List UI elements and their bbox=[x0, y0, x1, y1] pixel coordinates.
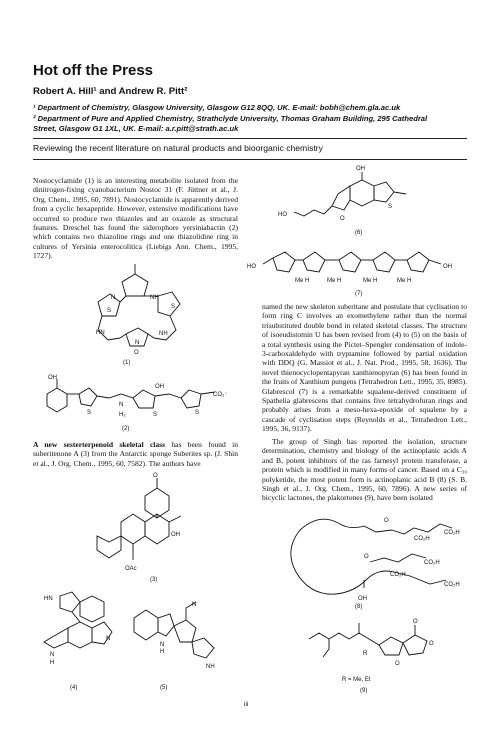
left-paragraph-2 bbox=[33, 440, 238, 468]
svg-text:CO₂H: CO₂H bbox=[444, 530, 460, 536]
svg-text:S: S bbox=[107, 308, 112, 314]
caption-7: (7) bbox=[355, 291, 363, 297]
svg-text:O: O bbox=[340, 216, 345, 222]
caption-5: (5) bbox=[160, 685, 168, 691]
caption-1: (1) bbox=[123, 360, 131, 366]
svg-text:OH: OH bbox=[358, 596, 367, 602]
svg-text:OH: OH bbox=[171, 532, 180, 538]
affiliation-2-line1: ² Department of Pure and Applied Chemistry, Strathclyde University, Thomas Graham Building, 295 Cathedral bbox=[33, 114, 428, 123]
svg-text:S: S bbox=[87, 410, 92, 416]
svg-text:CO₂⁻: CO₂⁻ bbox=[213, 392, 228, 398]
svg-text:N: N bbox=[106, 636, 111, 642]
article-title: Hot off the Press bbox=[33, 62, 154, 79]
svg-text:OH: OH bbox=[443, 264, 452, 270]
structure-7 bbox=[247, 248, 465, 288]
left-paragraph-1: Nostocyclamide (1) is an interesting metabolite isolated from the dinitrogen-fixing cyanobacterium Nostoc 31 (F. Jüttner et al., J. Org. Chem., 1995, 60, 7891). Nostocyclamide is apparently derived from a cyclic hexapeptide. However, extensive modifications have occurred to produce two thiazoles and an oxazole as structural features. Dreschel has found the siderophore yersiniabactin (2) which contains two thiazoline rings and one thiazolidine ring in cultures of Yersinia enterocolitica (Liebigs Ann. Chem., 1995, 1727). bbox=[33, 176, 238, 261]
svg-text:Me H: Me H bbox=[295, 278, 310, 284]
svg-text:N: N bbox=[111, 295, 116, 301]
svg-text:HO: HO bbox=[247, 264, 256, 270]
svg-text:S: S bbox=[388, 204, 393, 210]
structure-9 bbox=[305, 615, 445, 675]
left-paragraph-2-body: has been found in suberitenone A (3) from the Antarctic sponge Suberites sp. (J. Shin et al., J. Org. Chem., 1995, 60, 7582). The authors have bbox=[33, 440, 238, 468]
structure-4 bbox=[40, 592, 115, 677]
svg-text:N: N bbox=[119, 402, 124, 408]
svg-text:S: S bbox=[171, 304, 176, 310]
svg-text:CO₂H: CO₂H bbox=[444, 582, 460, 588]
top-rule bbox=[33, 138, 467, 139]
structure-3 bbox=[95, 474, 215, 574]
left-paragraph-2-bold: A new sesterterpenoid skeletal class bbox=[33, 440, 166, 449]
summary-line: Reviewing the recent literature on natural products and bioorganic chemistry bbox=[33, 143, 323, 153]
caption-9: (9) bbox=[360, 688, 368, 694]
svg-text:CO₂H: CO₂H bbox=[390, 572, 406, 578]
right-paragraph-2: The group of Singh has reported the isolation, structure determination, chemistry and biology of the actinoplanic acids A and B, potent inhibitors of the ras farnesyl protein transferase, a protein which is modified in many forms of cancer. Based on a C₃₀ polyketide, the most potent form is actinoplanic acid B (8) (S. B. Singh et al., J. Org. Chem., 1995, 60, 7896). A new series of bicyclic lactones, the plakortones (9), have been isolated bbox=[262, 437, 467, 503]
svg-text:H: H bbox=[160, 649, 165, 655]
svg-text:H: H bbox=[50, 660, 55, 666]
svg-text:O: O bbox=[134, 350, 139, 356]
svg-text:CO₂H: CO₂H bbox=[424, 560, 440, 566]
caption-8: (8) bbox=[355, 604, 363, 610]
right-paragraph-1: named the new skeleton suberitane and postulate that cyclisation to form ring C involves an exomethylene rather than the normal trisubstituted double bond in related skeletal classes. The structure of isoeudistomin U has been revised from (4) to (5) on the basis of a total synthesis using the Pictet–Spengler condensation of indole-3-carboxaldehyde with tryptamine followed by partial oxidation with DDQ (G. Massiot et al., J. Nat. Prod., 1995, 58, 1636). The novel thienocyclopentapyran xanthienopyran (6) has been found in the fruits of Xanthium pungens (Tetrahedron Lett., 1995, 35, 8985). Glabrescol (7) is a remarkable squalene-derived constituent of Spathelia glabrescens that contains five tetrahydrofuran rings and probably arises from a meso-hexa-epoxide of squalene by a cascade of cyclisation steps (Reynolds et al., Tetrahedron Lett., 1995, 36, 9137). bbox=[262, 302, 467, 434]
svg-text:O: O bbox=[384, 518, 389, 524]
caption-6: (6) bbox=[355, 230, 363, 236]
svg-text:OH: OH bbox=[48, 375, 57, 381]
svg-text:Me H: Me H bbox=[397, 278, 412, 284]
svg-text:O: O bbox=[413, 619, 418, 625]
structure-1 bbox=[80, 272, 190, 357]
svg-text:O: O bbox=[429, 641, 434, 647]
caption-2: (2) bbox=[122, 426, 130, 432]
structure-5 bbox=[130, 598, 220, 673]
svg-text:NH: NH bbox=[159, 331, 168, 337]
svg-text:OAc: OAc bbox=[125, 566, 137, 572]
svg-text:HO: HO bbox=[278, 212, 287, 218]
svg-text:O: O bbox=[153, 473, 158, 479]
svg-text:H₂: H₂ bbox=[119, 412, 126, 418]
svg-text:S: S bbox=[153, 412, 158, 418]
structure-2 bbox=[35, 372, 235, 422]
svg-text:NH: NH bbox=[150, 295, 159, 301]
authors: Robert A. Hill¹ and Andrew R. Pitt² bbox=[33, 86, 188, 97]
svg-text:N: N bbox=[192, 602, 197, 608]
caption-4: (4) bbox=[70, 685, 78, 691]
page-folio: iii bbox=[244, 701, 249, 708]
svg-text:OH: OH bbox=[356, 166, 365, 172]
svg-text:N: N bbox=[160, 642, 165, 648]
svg-text:S: S bbox=[195, 410, 200, 416]
svg-text:HN: HN bbox=[44, 596, 53, 602]
svg-text:NH: NH bbox=[206, 664, 215, 670]
svg-text:HN: HN bbox=[96, 330, 105, 336]
svg-text:R: R bbox=[363, 651, 368, 657]
svg-text:N: N bbox=[50, 652, 55, 658]
r-note: R = Me, Et bbox=[342, 677, 371, 683]
svg-text:OH: OH bbox=[155, 384, 164, 390]
svg-text:O: O bbox=[395, 661, 400, 667]
svg-text:Me H: Me H bbox=[363, 278, 378, 284]
summary-rule bbox=[33, 159, 467, 160]
svg-text:O: O bbox=[364, 554, 369, 560]
svg-text:CO₂H: CO₂H bbox=[414, 536, 430, 542]
affiliation-1: ¹ Department of Chemistry, Glasgow University, Glasgow G12 8QQ, UK. E-mail: bobh@chem.gla.ac.uk bbox=[33, 103, 401, 112]
structure-8 bbox=[280, 510, 470, 605]
svg-text:N: N bbox=[135, 340, 140, 346]
svg-text:Me H: Me H bbox=[327, 278, 342, 284]
affiliation-2-line2: Street, Glasgow G1 1XL, UK. E-mail: a.r.pitt@strath.ac.uk bbox=[33, 124, 239, 133]
caption-3: (3) bbox=[150, 577, 158, 583]
